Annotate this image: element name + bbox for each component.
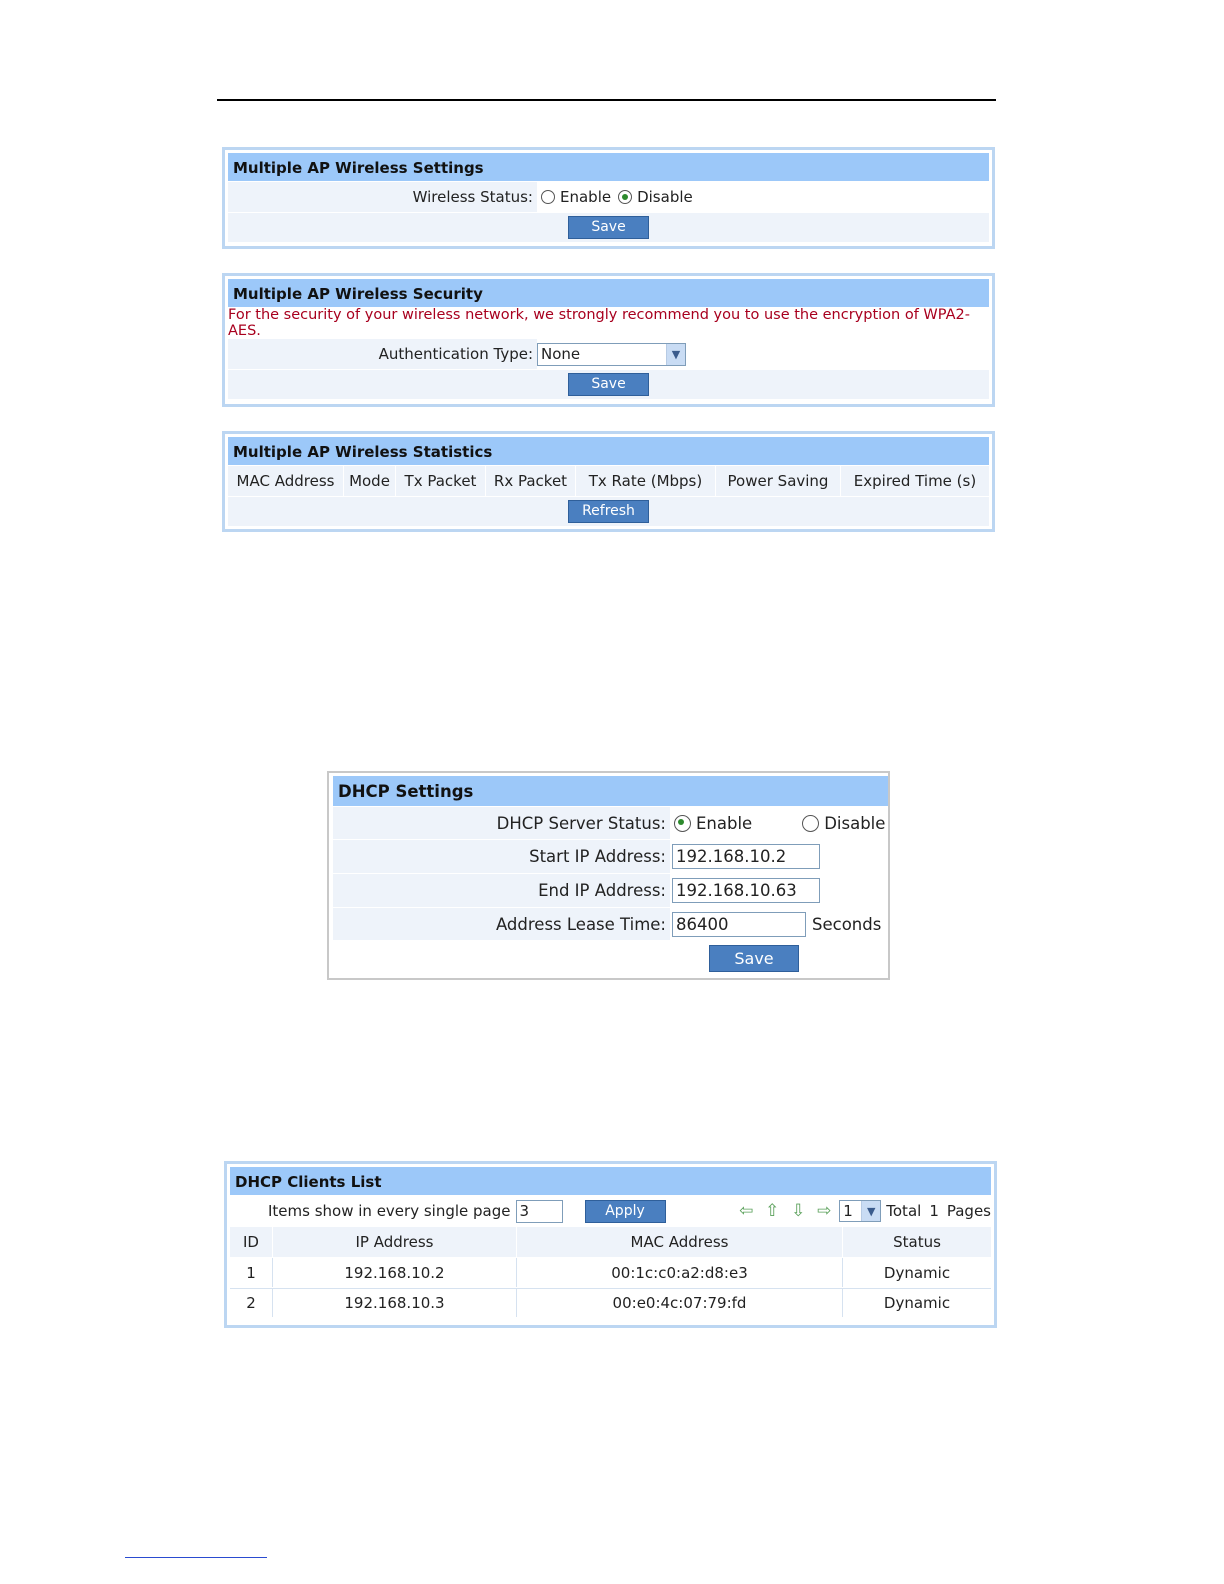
column-header: MAC Address <box>517 1227 843 1257</box>
wireless-status-label: Wireless Status: <box>412 188 533 206</box>
total-pages: 1 <box>929 1202 939 1220</box>
items-per-page-label: Items show in every single page <box>268 1202 511 1220</box>
chevron-down-icon: ▼ <box>666 344 685 365</box>
save-row <box>228 213 989 243</box>
save-row <box>228 370 989 400</box>
start-ip-label: Start IP Address: <box>529 847 666 866</box>
disable-radio[interactable] <box>618 190 632 204</box>
dhcp-enable-label: Enable <box>696 813 753 833</box>
column-header: Tx Packet <box>396 466 486 496</box>
enable-radio[interactable] <box>541 190 555 204</box>
dhcp-disable-label: Disable <box>824 813 886 833</box>
panel-title: Multiple AP Wireless Statistics <box>228 437 989 466</box>
auth-type-value: None <box>541 345 581 363</box>
dhcp-disable-radio[interactable] <box>802 815 819 832</box>
statistics-header-row <box>228 466 989 497</box>
lease-unit-label: Seconds <box>812 914 882 934</box>
wireless-settings-panel <box>222 147 995 249</box>
pages-label: Pages <box>946 1202 991 1220</box>
dhcp-clients-panel <box>224 1161 997 1328</box>
cell-ip: 192.168.10.3 <box>273 1289 517 1317</box>
column-header: Mode <box>344 466 396 496</box>
save-button[interactable]: Save <box>568 373 649 396</box>
dhcp-settings-panel <box>327 771 890 980</box>
end-ip-input[interactable]: 192.168.10.63 <box>672 878 820 903</box>
cell-mac: 00:e0:4c:07:79:fd <box>517 1289 843 1317</box>
cell-ip: 192.168.10.2 <box>273 1258 517 1287</box>
panel-title: Multiple AP Wireless Security <box>228 279 989 308</box>
auth-type-select[interactable] <box>537 343 686 366</box>
dhcp-enable-radio[interactable] <box>674 815 691 832</box>
page-select[interactable] <box>839 1200 881 1222</box>
items-per-page-input[interactable]: 3 <box>516 1200 563 1223</box>
total-label: Total <box>886 1202 922 1220</box>
wireless-security-panel <box>222 273 995 407</box>
table-row <box>230 1258 991 1288</box>
footer-rule <box>125 1557 267 1558</box>
save-button[interactable]: Save <box>568 216 649 239</box>
column-header: Rx Packet <box>486 466 576 496</box>
cell-id: 2 <box>230 1289 273 1317</box>
wireless-status-options <box>537 182 989 212</box>
refresh-row <box>228 497 989 527</box>
column-header: Tx Rate (Mbps) <box>576 466 716 496</box>
wireless-statistics-panel <box>222 431 995 532</box>
lease-time-input[interactable]: 86400 <box>672 912 806 937</box>
cell-id: 1 <box>230 1258 273 1287</box>
disable-label: Disable <box>637 188 693 206</box>
end-ip-label: End IP Address: <box>538 881 666 900</box>
dhcp-server-status-label: DHCP Server Status: <box>496 813 666 833</box>
cell-mac: 00:1c:c0:a2:d8:e3 <box>517 1258 843 1287</box>
wireless-status-row <box>228 182 989 213</box>
start-ip-row <box>333 840 888 874</box>
column-header: ID <box>230 1227 273 1257</box>
save-button[interactable]: Save <box>709 945 799 972</box>
panel-title: Multiple AP Wireless Settings <box>228 153 989 182</box>
column-header: Expired Time (s) <box>853 472 977 490</box>
column-header: Power Saving <box>716 466 841 496</box>
clients-header-row <box>230 1227 991 1258</box>
cell-status: Dynamic <box>883 1263 951 1282</box>
enable-label: Enable <box>560 188 612 206</box>
column-header: Status <box>893 1233 941 1251</box>
last-page-icon[interactable]: ⇨ <box>817 1201 832 1221</box>
pagination-row <box>230 1196 991 1227</box>
column-header: IP Address <box>273 1227 517 1257</box>
end-ip-row <box>333 874 888 908</box>
auth-type-row <box>228 339 989 370</box>
prev-page-icon[interactable]: ⇧ <box>765 1201 780 1221</box>
cell-status: Dynamic <box>883 1294 951 1312</box>
panel-title: DHCP Clients List <box>230 1167 991 1196</box>
refresh-button[interactable]: Refresh <box>568 500 649 523</box>
auth-type-label: Authentication Type: <box>378 345 533 363</box>
header-rule <box>217 99 996 101</box>
save-row <box>333 941 888 976</box>
security-warning: For the security of your wireless network, we strongly recommend you to use the encryption of WPA2-AES. <box>228 308 989 339</box>
column-header: MAC Address <box>228 466 344 496</box>
panel-title: DHCP Settings <box>333 776 888 807</box>
chevron-down-icon: ▼ <box>861 1201 880 1221</box>
first-page-icon[interactable]: ⇦ <box>739 1201 754 1221</box>
lease-time-row <box>333 908 888 941</box>
apply-button[interactable]: Apply <box>585 1200 666 1223</box>
page-value: 1 <box>843 1202 853 1220</box>
next-page-icon[interactable]: ⇩ <box>791 1201 806 1221</box>
table-row <box>230 1288 991 1318</box>
start-ip-input[interactable]: 192.168.10.2 <box>672 844 820 869</box>
dhcp-server-status-row <box>333 807 888 840</box>
lease-time-label: Address Lease Time: <box>495 914 666 934</box>
